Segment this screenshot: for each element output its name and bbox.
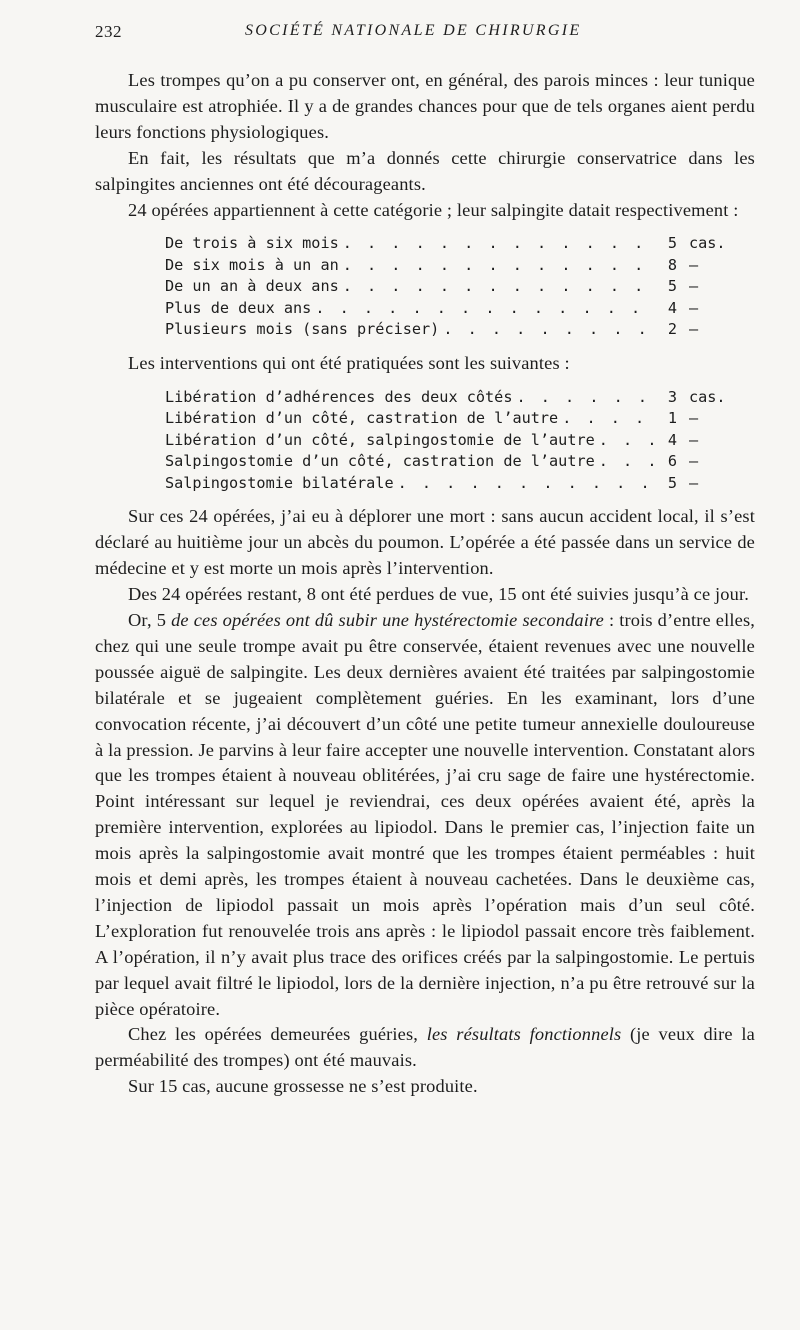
- row-label: De trois à six mois: [165, 234, 339, 253]
- row-count: 4: [667, 430, 677, 449]
- row-count: 5: [667, 234, 677, 253]
- paragraph: [95, 608, 755, 1023]
- row-count: 1: [667, 409, 677, 428]
- durations-table: [95, 233, 755, 341]
- page-number: 232: [95, 22, 122, 41]
- row-label: Libération d’un côté, castration de l’autre: [165, 409, 559, 428]
- text-run: Or, 5: [128, 609, 172, 630]
- row-unit: —: [689, 452, 699, 471]
- page-header: [95, 22, 755, 46]
- dot-leader: [512, 387, 657, 409]
- table-row: [165, 387, 755, 409]
- paragraph: Les interventions qui ont été pratiquées sont les suivantes :: [128, 352, 570, 373]
- table-row: [165, 408, 755, 430]
- row-count: 8: [667, 255, 677, 274]
- table-row: [165, 473, 755, 495]
- dot-leader: [595, 430, 657, 452]
- table-row: [165, 430, 755, 452]
- row-label: De six mois à un an: [165, 255, 339, 274]
- row-unit: —: [689, 430, 699, 449]
- dot-leader: [558, 408, 657, 430]
- row-unit: —: [689, 320, 699, 339]
- row-count: 2: [667, 320, 677, 339]
- row-label: Libération d’adhérences des deux côtés: [165, 387, 513, 406]
- dot-leader: [339, 233, 657, 255]
- paragraph: Sur 15 cas, aucune grossesse ne s’est produite.: [128, 1076, 478, 1097]
- dot-leader: [311, 298, 657, 320]
- row-label: Plus de deux ans: [165, 298, 312, 317]
- row-label: De un an à deux ans: [165, 277, 339, 296]
- row-count: 5: [667, 473, 677, 492]
- row-label: Salpingostomie d’un côté, castration de l’autre: [165, 452, 595, 471]
- row-unit: cas.: [689, 234, 726, 253]
- row-unit: —: [689, 409, 699, 428]
- paragraph: Les trompes qu’on a pu conserver ont, en général, des parois minces : leur tunique musculaire est atrophiée. Il y a de grandes chances pour que de tels organes aient perdu leurs fonctions physiologiques.: [95, 70, 755, 142]
- table-row: [165, 255, 755, 277]
- row-count: 6: [667, 452, 677, 471]
- text-run: : trois d’entre elles, chez qui une seule trompe avait pu être conservée, étaient revenues avec une nouvelle poussée aiguë de salpingite. Les deux dernières avaient été traitées par salpingostomie bilatérale et se jugeaient complètement guéries. En les examinant, lors d’une convocation récente, j’ai découvert d’un côté une petite tumeur annexielle douloureuse à la pression. Je parvins à leur faire accepter une nouvelle intervention. Constatant alors que les trompes étaient à nouveau oblitérées, j’ai cru sage de faire une hystérectomie. Point intéressant sur lequel je reviendrai, ces deux opérées avaient été, après la première intervention, explorées au lipiodol. Dans le premier cas, l’injection faite un mois après la salpingostomie avait montré que les trompes étaient perméables : huit mois et demi après, les trompes étaient à nouveau cachetées. Dans le deuxième cas, l’injection de lipiodol passait un mois après l’opération mais d’un seul côté. L’exploration fut renouvelée trois ans après : le lipiodol passait encore très faiblement. A l’opération, il n’y avait plus trace des orifices créés par la salpingostomie. Le pertuis par lequel avait filtré le lipiodol, lors de la dernière injection, n’a pu être retrouvé sur la pièce opératoire.: [95, 609, 755, 1019]
- paragraph: En fait, les résultats que m’a donnés cette chirurgie conservatrice dans les salpingites anciennes ont été décourageants.: [95, 147, 755, 194]
- page-body: [95, 68, 755, 1100]
- dot-leader: [394, 473, 657, 495]
- table-row: [165, 298, 755, 320]
- row-count: 4: [667, 298, 677, 317]
- row-label: Libération d’un côté, salpingostomie de l’autre: [165, 430, 595, 449]
- paragraph: 24 opérées appartiennent à cette catégorie ; leur salpingite datait respectivement :: [128, 199, 739, 220]
- interventions-table: [95, 387, 755, 495]
- row-count: 3: [667, 387, 677, 406]
- text-run: Chez les opérées demeurées guéries,: [128, 1024, 427, 1045]
- row-unit: —: [689, 473, 699, 492]
- row-unit: —: [689, 298, 699, 317]
- dot-leader: [339, 255, 657, 277]
- row-unit: —: [689, 255, 699, 274]
- row-label: Salpingostomie bilatérale: [165, 473, 394, 492]
- table-row: [165, 233, 755, 255]
- italic-phrase: de ces opérées ont dû subir une hystérectomie secondaire: [171, 609, 604, 630]
- text-run: (je veux dire la perméabilité des trompes) ont été mauvais.: [95, 1024, 755, 1071]
- table-row: [165, 451, 755, 473]
- italic-phrase: les résultats fonctionnels: [426, 1024, 622, 1045]
- table-row: [165, 276, 755, 298]
- paragraph: [95, 1022, 755, 1074]
- dot-leader: [595, 451, 657, 473]
- table-row: [165, 319, 755, 341]
- row-unit: cas.: [689, 387, 726, 406]
- row-unit: —: [689, 277, 699, 296]
- paragraph: Des 24 opérées restant, 8 ont été perdues de vue, 15 ont été suivies jusqu’à ce jour.: [128, 584, 749, 605]
- row-label: Plusieurs mois (sans préciser): [165, 320, 440, 339]
- dot-leader: [439, 319, 657, 341]
- dot-leader: [339, 276, 657, 298]
- running-title: SOCIÉTÉ NATIONALE DE CHIRURGIE: [245, 22, 582, 39]
- row-count: 5: [667, 277, 677, 296]
- paragraph: Sur ces 24 opérées, j’ai eu à déplorer une mort : sans aucun accident local, il s’est déclaré au huitième jour un abcès du poumon. L’opérée a été passée dans un service de médecine et y est morte un mois après l’intervention.: [95, 506, 755, 579]
